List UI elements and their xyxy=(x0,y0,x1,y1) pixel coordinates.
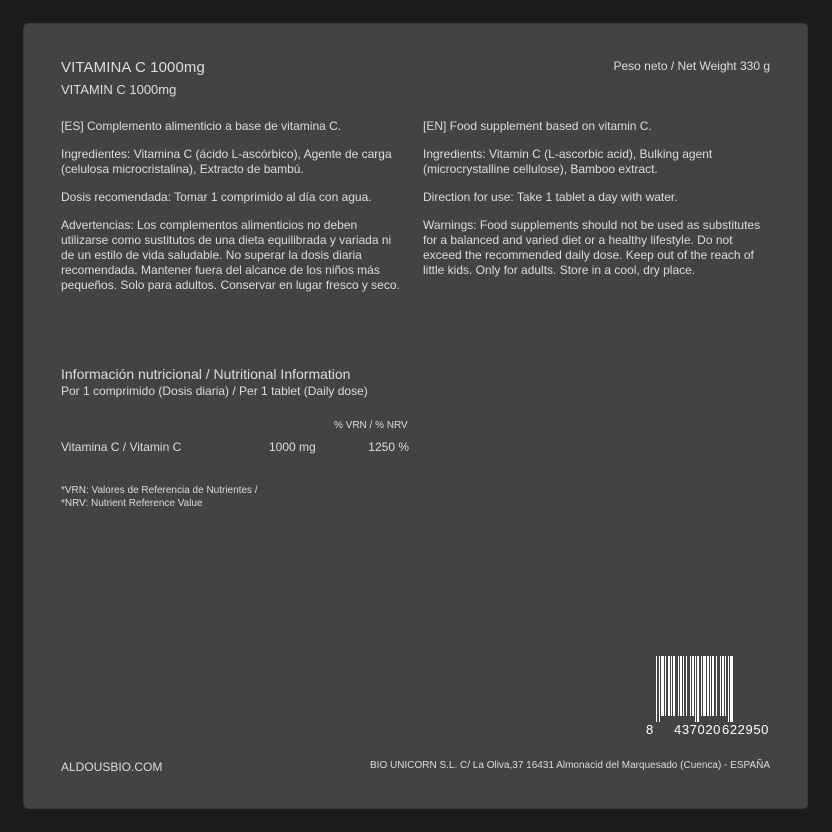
product-label-panel xyxy=(24,24,807,808)
barcode-bar xyxy=(725,656,726,716)
nutrition-footnote xyxy=(61,484,258,510)
barcode-bar xyxy=(728,656,729,722)
footnote-nrv: *NRV: Nutrient Reference Value xyxy=(61,498,203,509)
nutrition-title: Información nutricional / Nutritional Information xyxy=(61,366,351,382)
barcode-icon xyxy=(644,656,770,736)
barcode-bar xyxy=(680,656,682,716)
en-warnings: Warnings: Food supplements should not be used as substitutes for a balanced and varied diet or a healthy lifestyle. Do not exceed the recommended daily dose. Keep out of the reach of little kids. Only for adults. Store in a cool, dry place. xyxy=(423,218,761,277)
spanish-text-column xyxy=(61,119,406,306)
footnote-vrn: *VRN: Valores de Referencia de Nutrientes / xyxy=(61,485,258,496)
es-intro: [ES] Complemento alimenticio a base de vitamina C. xyxy=(61,119,342,133)
barcode-bar xyxy=(710,656,711,716)
company-address: BIO UNICORN S.L. C/ La Oliva,37 16431 Almonacid del Marquesado (Cuenca) - ESPAÑA xyxy=(370,760,770,771)
barcode-bar xyxy=(716,656,717,716)
english-text-column xyxy=(423,119,768,291)
product-title-es: VITAMINA C 1000mg xyxy=(61,59,205,76)
barcode-digits-left: 437020 xyxy=(674,722,721,736)
product-title-en: VITAMIN C 1000mg xyxy=(61,82,177,97)
barcode-bar xyxy=(692,656,694,716)
es-dose: Dosis recomendada: Tomar 1 comprimido al día con agua. xyxy=(61,190,372,204)
barcode-bar xyxy=(678,656,679,716)
barcode-bar xyxy=(722,656,724,716)
barcode-first-digit: 8 xyxy=(646,722,654,736)
es-warnings: Advertencias: Los complementos alimenticios no deben utilizarse como sustitutos de una dieta equilibrada y variada ni de un estilo de vida saludable. No superar la dosis diaria recomendada. Mantener fuera del alcance de los niños más pequeños. Solo para adultos. Conservar en lugar fresco y seco. xyxy=(61,218,400,292)
nutrient-amount: 1000 mg xyxy=(269,440,316,454)
barcode-bar xyxy=(671,656,672,716)
barcode-bar xyxy=(697,656,699,722)
barcode-bar xyxy=(701,656,702,716)
barcode-bar xyxy=(665,656,666,716)
barcode-bar xyxy=(656,656,657,722)
barcode-bar xyxy=(661,656,664,716)
barcode-bar xyxy=(712,656,714,716)
barcode-bar xyxy=(673,656,675,716)
barcode-bar xyxy=(707,656,709,716)
es-ingredients: Ingredientes: Vitamina C (ácido L-ascórbico), Agente de carga (celulosa microcristalina), Extracto de bambú. xyxy=(61,147,392,176)
barcode-bar xyxy=(695,656,696,722)
barcode-bar xyxy=(686,656,687,716)
nutrition-column-header: % VRN / % NRV xyxy=(334,420,408,431)
barcode-bar xyxy=(668,656,670,716)
barcode-graphic xyxy=(644,656,770,736)
barcode-bar xyxy=(659,656,660,722)
nutrition-subtitle: Por 1 comprimido (Dosis diaria) / Per 1 tablet (Daily dose) xyxy=(61,384,368,398)
net-weight: Peso neto / Net Weight 330 g xyxy=(613,59,770,73)
barcode-bar xyxy=(683,656,684,716)
barcode-bar xyxy=(690,656,691,716)
website-link[interactable]: ALDOUSBIO.COM xyxy=(61,760,163,774)
nutrient-name: Vitamina C / Vitamin C xyxy=(61,440,182,454)
en-dose: Direction for use: Take 1 tablet a day with water. xyxy=(423,190,678,204)
nutrition-row xyxy=(61,440,409,456)
barcode-bar xyxy=(703,656,706,716)
barcode-digits-right: 622950 xyxy=(722,722,769,736)
barcode-bar xyxy=(720,656,721,716)
nutrient-percent: 1250 % xyxy=(368,440,409,454)
en-intro: [EN] Food supplement based on vitamin C. xyxy=(423,119,652,133)
barcode-bar xyxy=(730,656,733,722)
en-ingredients: Ingredients: Vitamin C (L-ascorbic acid), Bulking agent (microcrystalline cellulose), Bamboo extract. xyxy=(423,147,713,176)
